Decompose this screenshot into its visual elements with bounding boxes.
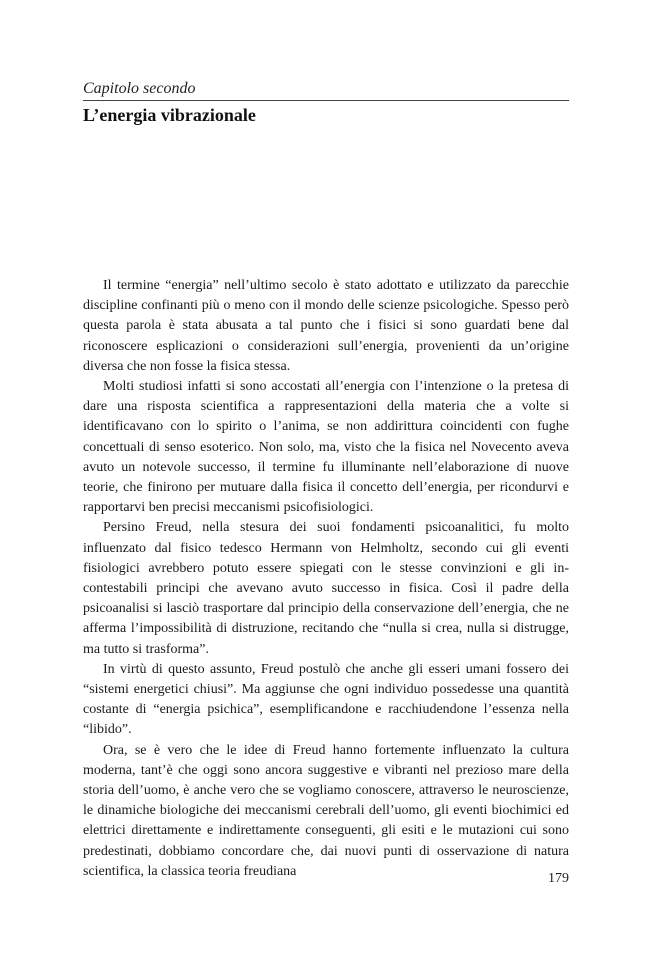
chapter-title: L’energia vibrazionale [83,105,256,125]
paragraph-2: Molti studiosi infatti si sono accostati all’energia con l’intenzione o la pretesa di dare una risposta scientifica a rappresentazioni della materia che a volte si identificavano con lo spirito o l’anima, se non addirittura coincidenti con fughe concettuali di senso esoterico. Non solo, ma, visto che la fisica nel Novecento aveva avuto un notevole successo, il termine fu illuminante nell’elaborazione di nuove teorie, che finirono per mutuare dalla fisica il concetto dell’energia, per ricondurvi e rapportarvi ben precisi meccanismi psicofisiologici. [83,379,569,516]
chapter-rule [83,100,569,101]
body-text [83,276,569,882]
paragraph-3: Persino Freud, nella stesura dei suoi fondamenti psicoanalitici, fu molto influenzato dal fisico tedesco Hermann von Helmholtz, secondo cui gli eventi fisiologici avrebbero potuto essere spiegati con le stesse convinzioni e gli incontestabili principi che avevano avuto successo in fisica. Così il padre della psicoanalisi si lasciò trasportare dal principio della conservazione dell’energia, che ne afferma l’impossibilità di distruzione, recitando che “nulla si crea, nulla si distrugge, ma tutto si trasforma”. [83,520,569,657]
paragraph-5: Ora, se è vero che le idee di Freud hanno fortemente influenzato la cultura moderna, tant’è che oggi sono ancora suggestive e vibranti nel prezioso mare della storia dell’uomo, è anche vero che se vogliamo conoscere, attraverso le neuroscienze, le dinamiche biologiche dei meccanismi cerebrali dell’uomo, gli eventi biochimici ed elettrici direttamente e indirettamente conseguenti, gli esiti e le mutazioni cui sono predestinati, dobbiamo concordare che, dai nuovi punti di osservazione di natura scientifica, la classica teoria freudiana [83,742,569,879]
paragraph-1: Il termine “energia” nell’ultimo secolo è stato adottato e utilizzato da parecchie discipline confinanti più o meno con il mondo delle scienze psicologiche. Spesso però questa parola è stata abusata a tal punto che i fisici si sono guardati bene dal riconoscere esplicazioni o considerazioni sull’energia, provenienti da un’origine diversa che non fosse la fisica stessa. [83,278,569,374]
page-number: 179 [548,871,569,886]
paragraph-4: In virtù di questo assunto, Freud postulò che anche gli esseri umani fossero dei “sistemi energetici chiusi”. Ma aggiunse che ogni individuo possedesse una quantità costante di “energia psichica”, esemplificandone e racchiudendone l’essenza nella “libido”. [83,661,569,738]
chapter-label: Capitolo secondo [83,80,196,97]
